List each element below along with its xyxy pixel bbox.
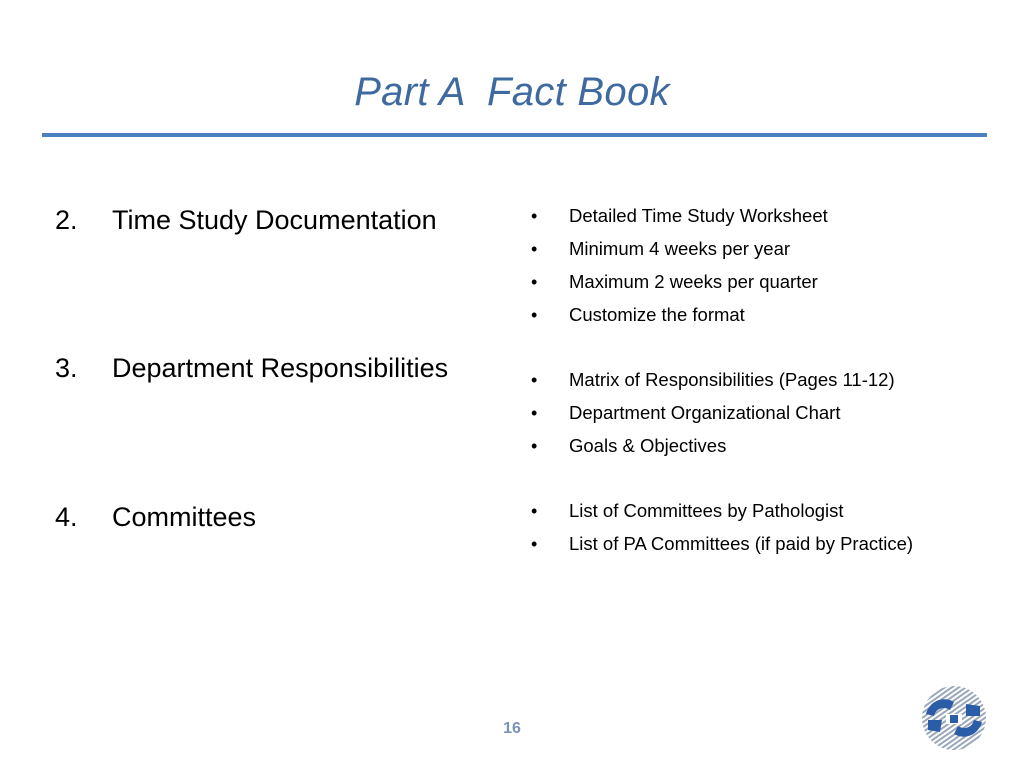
list-item	[531, 369, 895, 402]
organization-logo-icon	[920, 684, 988, 752]
list-item	[531, 402, 895, 435]
list-item	[531, 271, 828, 304]
bullet-text: Customize the format	[569, 304, 745, 325]
bullet-icon: •	[531, 305, 538, 325]
bullet-icon: •	[531, 272, 538, 292]
bullet-text: Goals & Objectives	[569, 435, 727, 456]
bullet-icon: •	[531, 206, 538, 226]
bullet-list	[531, 369, 895, 468]
bullet-text: List of Committees by Pathologist	[569, 500, 844, 521]
page-number: 16	[503, 720, 521, 737]
bullet-icon: •	[531, 370, 538, 390]
title-divider	[42, 133, 987, 137]
section-heading: Department Responsibilities	[112, 353, 449, 383]
list-item	[531, 238, 828, 271]
slide-title: Part A Fact Book	[354, 70, 670, 114]
section-heading: Time Study Documentation	[112, 205, 437, 235]
list-item	[531, 304, 828, 337]
bullet-icon: •	[531, 534, 538, 554]
bullet-icon: •	[531, 403, 538, 423]
bullet-text: Minimum 4 weeks per year	[569, 238, 791, 259]
bullet-icon: •	[531, 436, 538, 456]
section-number: 4.	[55, 502, 78, 532]
bullet-text: Matrix of Responsibilities (Pages 11-12)	[569, 369, 895, 390]
list-item	[531, 205, 828, 238]
bullet-text: Department Organizational Chart	[569, 402, 841, 423]
bullet-icon: •	[531, 501, 538, 521]
list-item	[531, 533, 913, 566]
list-item	[531, 435, 895, 468]
list-item	[531, 500, 913, 533]
section-number: 2.	[55, 205, 78, 235]
bullet-list	[531, 500, 913, 566]
bullet-icon: •	[531, 239, 538, 259]
bullet-text: Detailed Time Study Worksheet	[569, 205, 828, 226]
bullet-text: List of PA Committees (if paid by Practice)	[569, 533, 914, 554]
section-number: 3.	[55, 353, 78, 383]
bullet-list	[531, 205, 828, 337]
section-heading: Committees	[112, 502, 257, 532]
bullet-text: Maximum 2 weeks per quarter	[569, 271, 818, 292]
